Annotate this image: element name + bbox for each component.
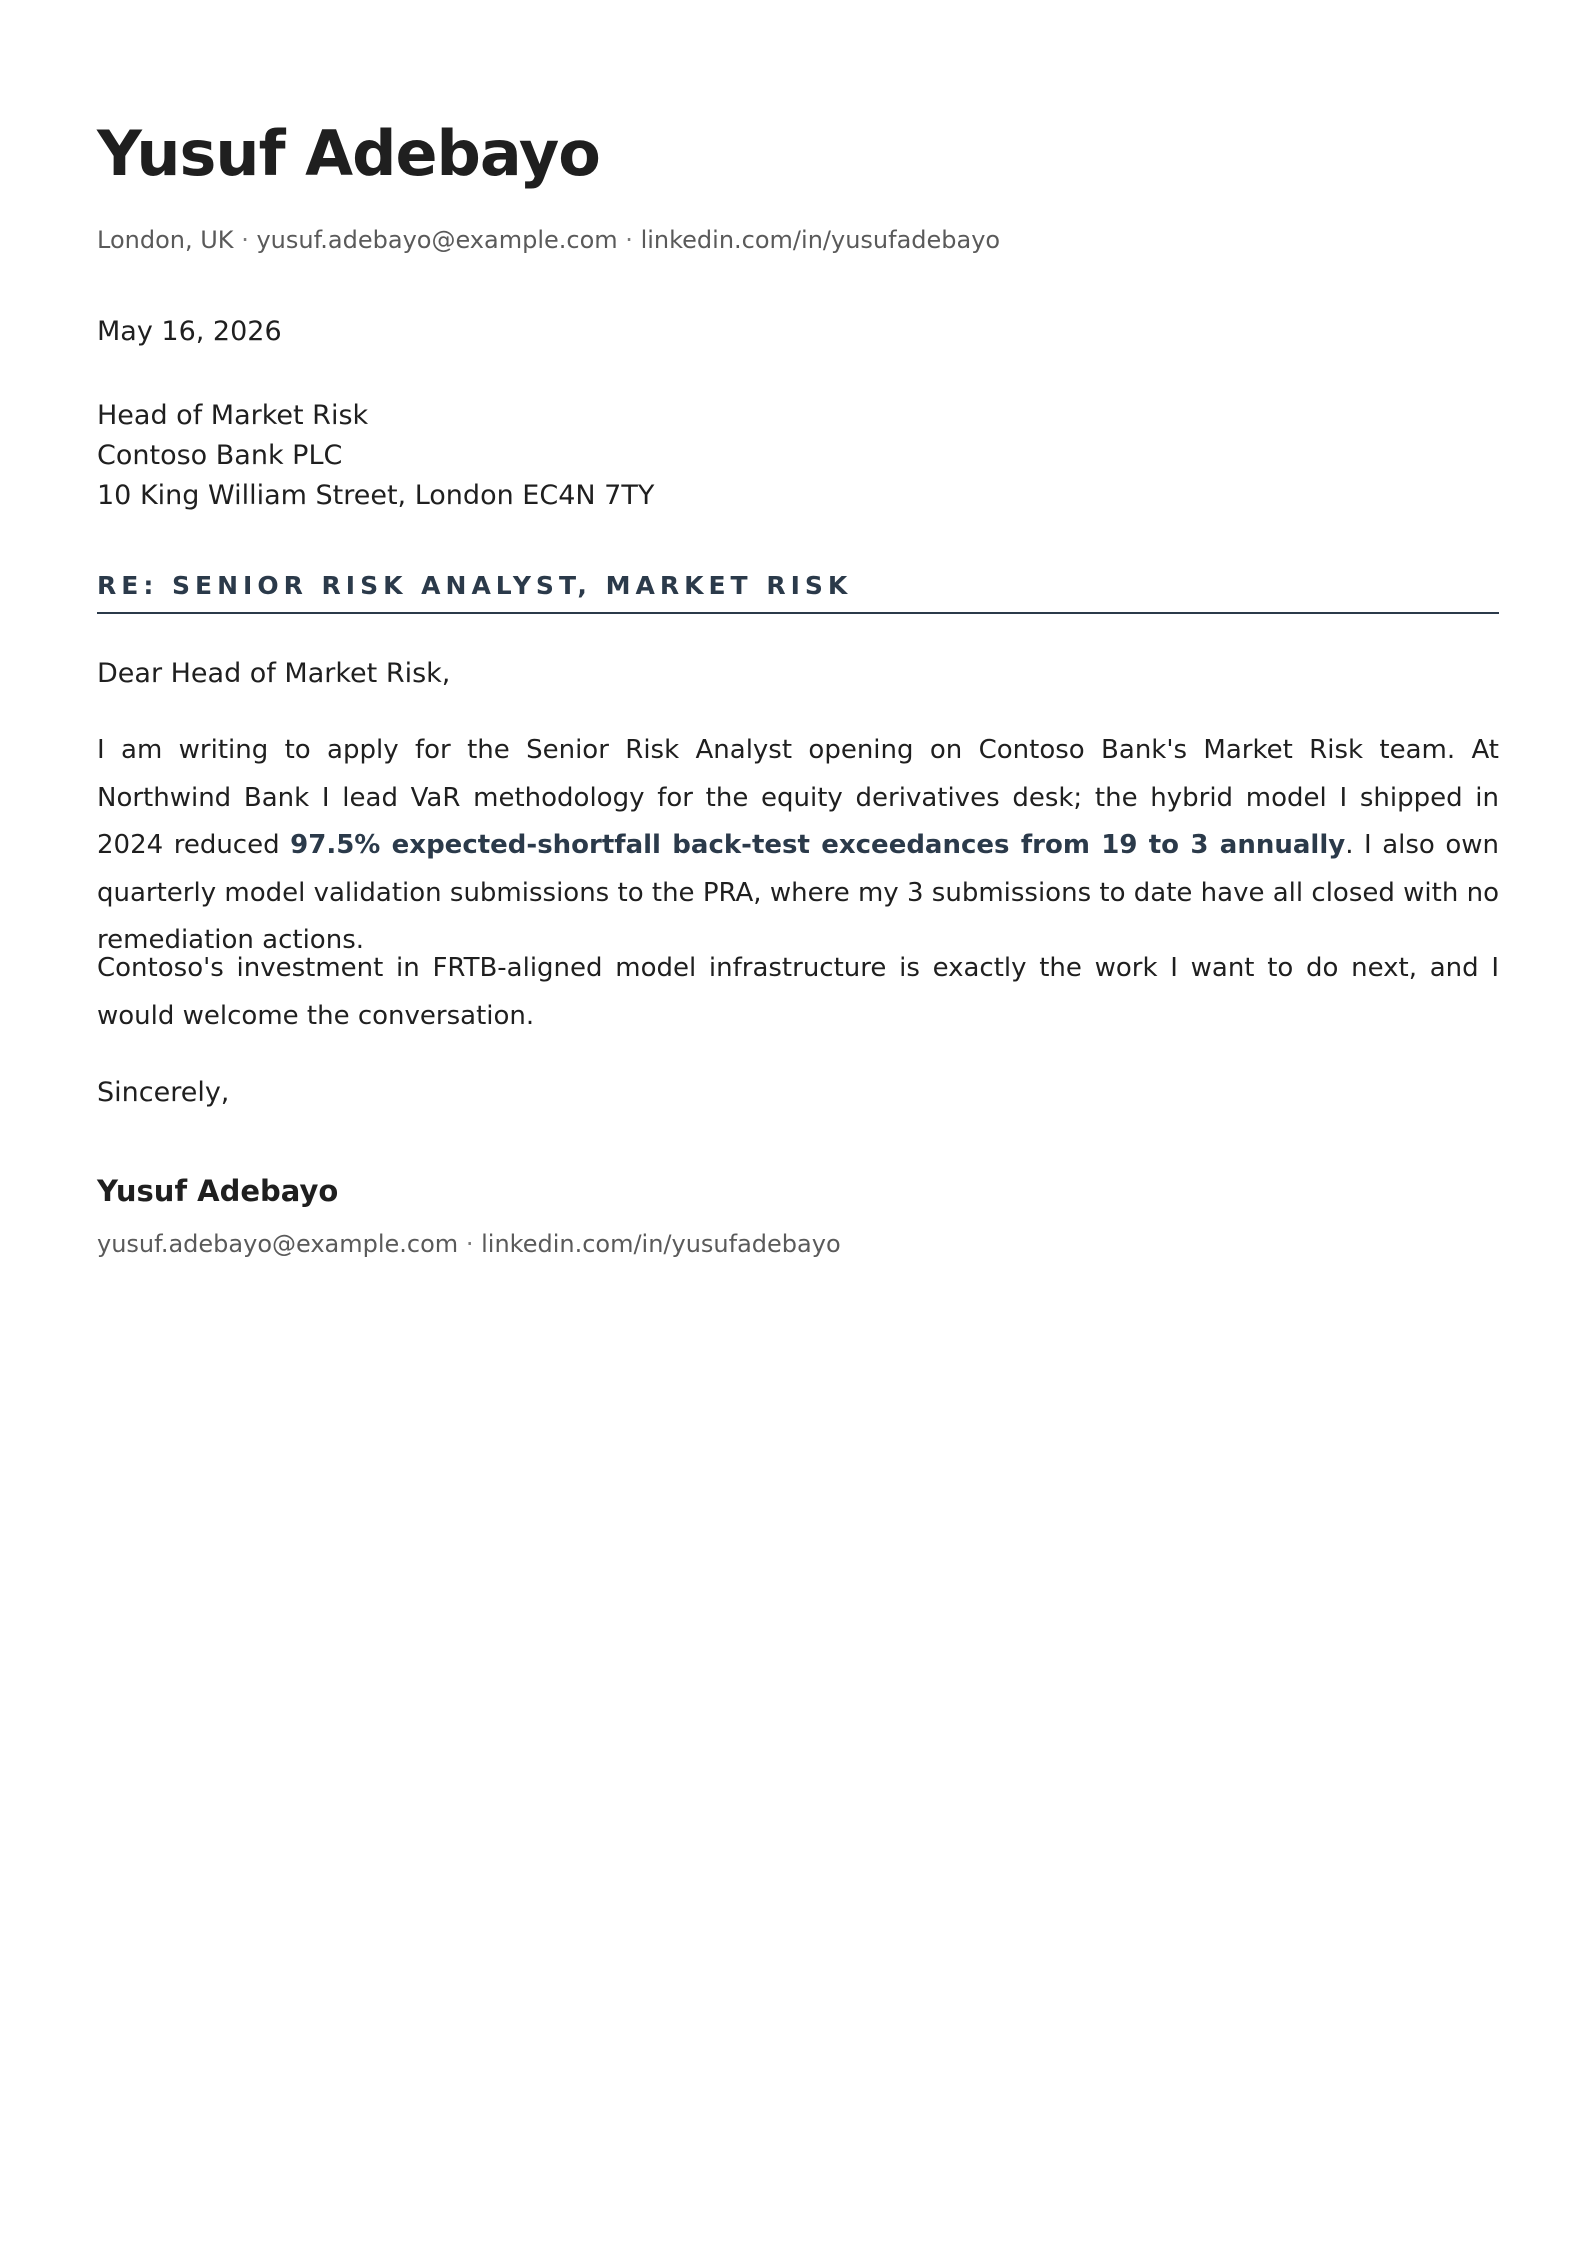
signature-name: Yusuf Adebayo [97, 1174, 339, 1208]
header-contact-line [97, 224, 1000, 256]
contact-separator: · [241, 226, 249, 254]
recipient-address: 10 King William Street, London EC4N 7TY [97, 480, 655, 511]
signature-contact-line [97, 1228, 841, 1260]
applicant-location: London, UK [97, 226, 234, 254]
contact-separator: · [465, 1230, 474, 1258]
contact-separator: · [625, 226, 633, 254]
applicant-name: Yusuf Adebayo [97, 117, 600, 190]
signature-email: yusuf.adebayo@example.com [97, 1230, 459, 1258]
body-paragraph-2: Contoso's investment in FRTB-aligned model infrastructure is exactly the work I want to do next, and I would welcome the conversation. [97, 953, 1499, 1031]
closing: Sincerely, [97, 1077, 230, 1108]
recipient-title: Head of Market Risk [97, 400, 369, 431]
letter-date: May 16, 2026 [97, 316, 282, 347]
applicant-linkedin: linkedin.com/in/yusufadebayo [640, 226, 1001, 254]
highlight-achievement: 97.5% expected-shortfall back-test exceedances from 19 to 3 annually [290, 830, 1346, 860]
body-paragraph-1 [97, 727, 1499, 965]
paragraph-text: . I also own quarterly model validation submissions to the PRA, where my 3 submissions to date have all closed with no remediation actions. [97, 830, 1499, 955]
paragraph-text: I am writing to apply for the Senior Risk Analyst opening on Contoso Bank's Market Risk team. At Northwind Bank I lead VaR methodology for the equity derivatives desk; the hybrid model I shipped in 2024 reduced [97, 735, 1499, 860]
subject-heading: RE: SENIOR RISK ANALYST, MARKET RISK [97, 570, 1499, 614]
signature-linkedin: linkedin.com/in/yusufadebayo [481, 1230, 841, 1258]
salutation: Dear Head of Market Risk, [97, 658, 451, 689]
recipient-company: Contoso Bank PLC [97, 440, 343, 471]
recipient-block [97, 396, 654, 516]
applicant-email: yusuf.adebayo@example.com [256, 226, 618, 254]
